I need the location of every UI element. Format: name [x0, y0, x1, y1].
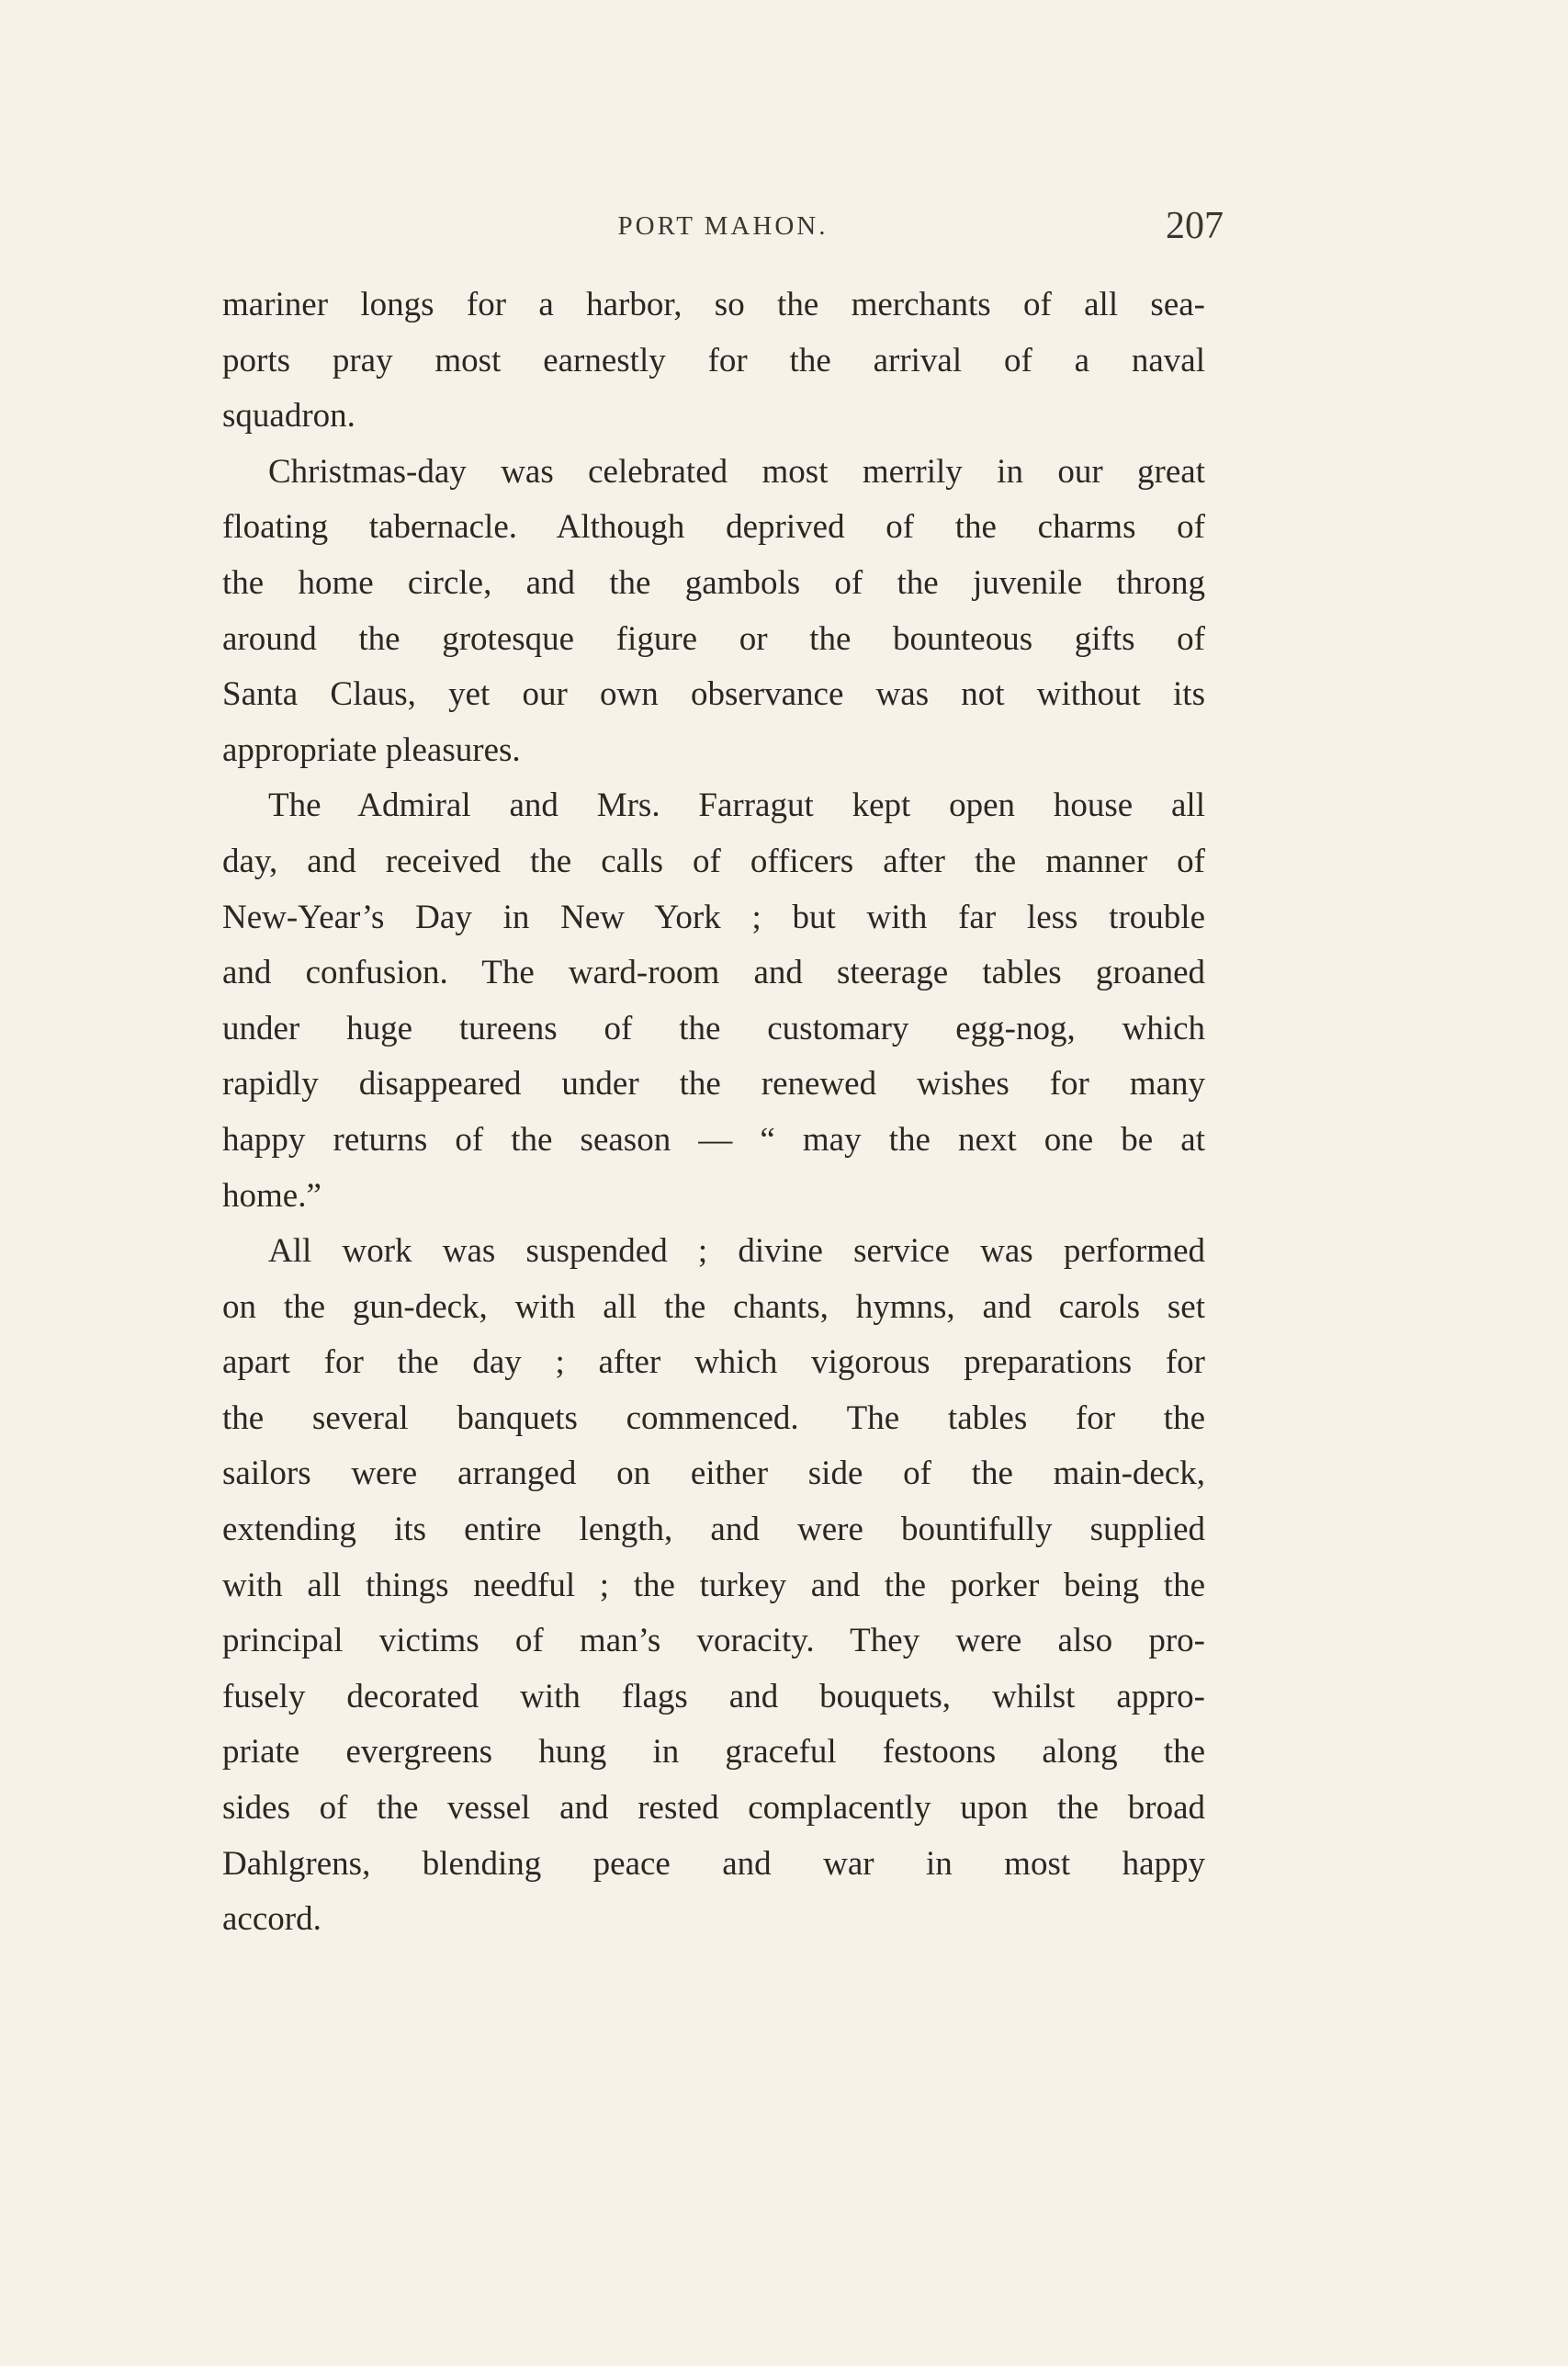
text-line: Christmas-day was celebrated most merrily in our great: [268, 452, 1205, 491]
text-line: day, and received the calls of officers after the manner of: [222, 842, 1205, 880]
text-line: around the grotesque figure or the bounteous gifts of: [222, 619, 1205, 658]
text-line: Dahlgrens, blending peace and war in most happy: [222, 1844, 1205, 1883]
running-head: PORT MAHON.: [617, 211, 829, 241]
text-line: priate evergreens hung in graceful festoons along the: [222, 1733, 1205, 1772]
text-line: ports pray most earnestly for the arrival of a naval: [222, 341, 1205, 379]
text-line: extending its entire length, and were bountifully supplied: [222, 1511, 1205, 1549]
text-line: under huge tureens of the customary egg-nog, which: [222, 1009, 1205, 1047]
text-line: squadron.: [222, 397, 355, 436]
text-line: happy returns of the season — “ may the next one be at: [222, 1120, 1205, 1159]
text-line: on the gun-deck, with all the chants, hymns, and carols set: [222, 1287, 1205, 1326]
text-line: home.”: [222, 1176, 321, 1215]
text-line: sides of the vessel and rested complacently upon the broad: [222, 1789, 1205, 1828]
text-line: apart for the day ; after which vigorous preparations for: [222, 1343, 1205, 1382]
body-text: [222, 277, 1205, 1948]
text-line: accord.: [222, 1900, 321, 1939]
text-line: principal victims of man’s voracity. They were also pro-: [222, 1622, 1205, 1660]
text-line: The Admiral and Mrs. Farragut kept open house all: [268, 787, 1205, 825]
text-line: floating tabernacle. Although deprived of the charms of: [222, 508, 1205, 547]
text-line: sailors were arranged on either side of the main-deck,: [222, 1455, 1205, 1493]
page-number: 207: [1166, 205, 1224, 247]
text-line: and confusion. The ward-room and steerage tables groaned: [222, 954, 1205, 992]
text-line: rapidly disappeared under the renewed wishes for many: [222, 1065, 1205, 1104]
text-line: with all things needful ; the turkey and the porker being the: [222, 1566, 1205, 1604]
text-line: mariner longs for a harbor, so the merchants of all sea-: [222, 286, 1205, 323]
text-line: appropriate pleasures.: [222, 730, 521, 769]
text-line: the home circle, and the gambols of the juvenile throng: [222, 563, 1205, 602]
text-line: fusely decorated with flags and bouquets, whilst appro-: [222, 1677, 1205, 1715]
text-line: Santa Claus, yet our own observance was not without its: [222, 675, 1205, 714]
page-header: [222, 204, 1224, 252]
text-line: New-Year’s Day in New York ; but with far less trouble: [222, 898, 1205, 936]
text-line: the several banquets commenced. The tables for the: [222, 1398, 1205, 1437]
text-line: All work was suspended ; divine service was performed: [268, 1232, 1205, 1271]
